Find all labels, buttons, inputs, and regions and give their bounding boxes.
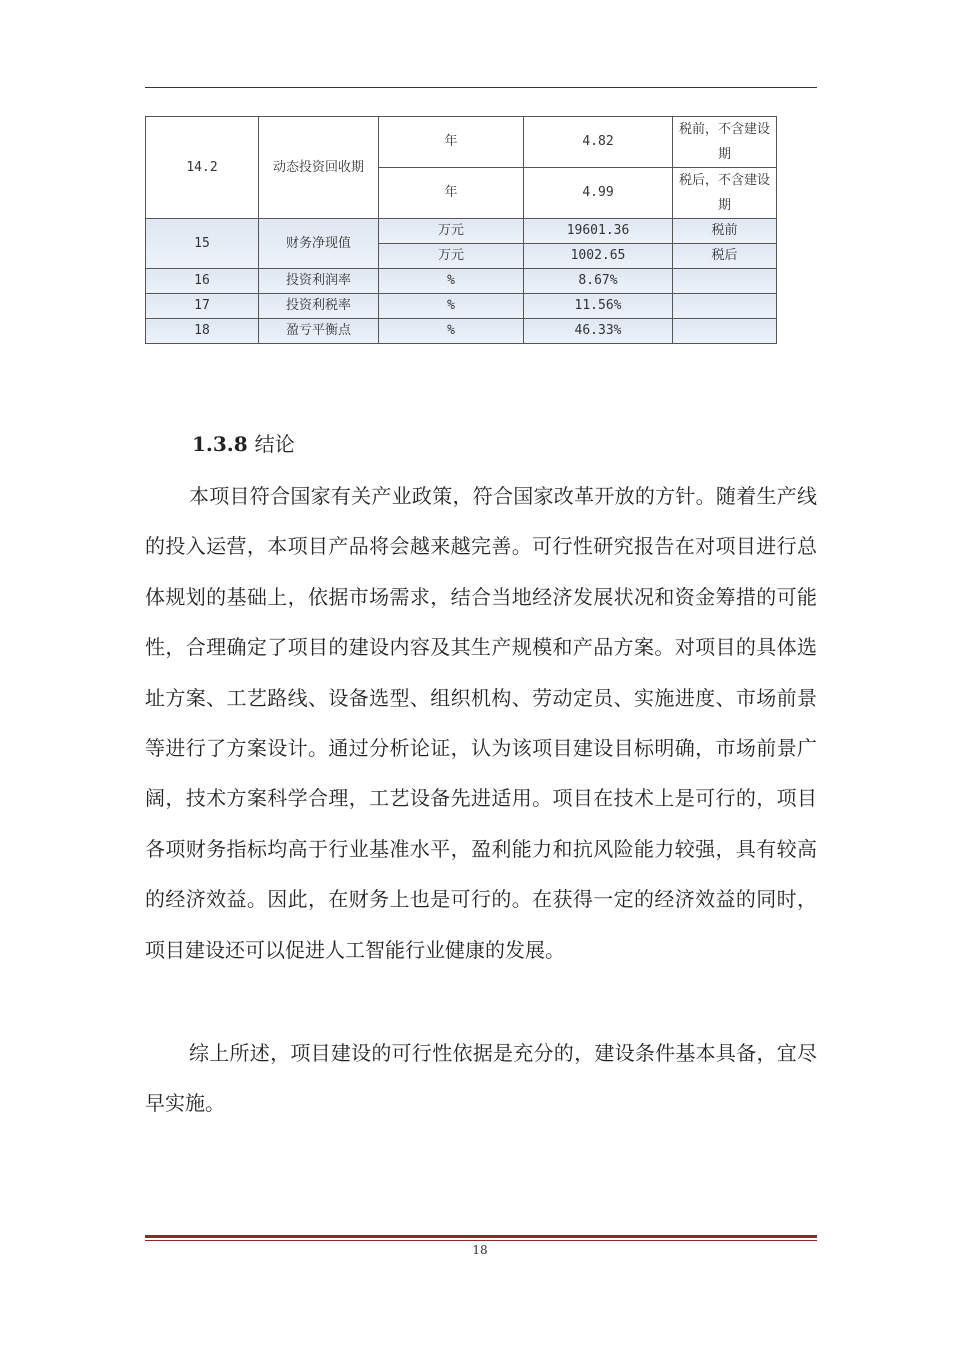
- row-number: 15: [146, 219, 259, 269]
- unit-cell: %: [379, 294, 524, 319]
- value-cell: 4.82: [524, 117, 673, 168]
- unit-cell: %: [379, 269, 524, 294]
- table-row: [146, 117, 777, 168]
- financial-indicators-table: [145, 116, 777, 344]
- section-title: 结论: [254, 432, 295, 456]
- indicator-name: 盈亏平衡点: [259, 319, 379, 344]
- row-number: 17: [146, 294, 259, 319]
- value-cell: 19601.36: [524, 219, 673, 244]
- row-number: 14.2: [146, 117, 259, 219]
- note-cell: 税后: [673, 244, 777, 269]
- conclusion-paragraph: 本项目符合国家有关产业政策，符合国家改革开放的方针。随着生产线的投入运营，本项目产品将会越来越完善。可行性研究报告在对项目进行总体规划的基础上，依据市场需求，结合当地经济发展状况和资金筹措的可能性，合理确定了项目的建设内容及其生产规模和产品方案。对项目的具体选址方案、工艺路线、设备选型、组织机构、劳动定员、实施进度、市场前景等进行了方案设计。通过分析论证，认为该项目建设目标明确，市场前景广阔，技术方案科学合理，工艺设备先进适用。项目在技术上是可行的，项目各项财务指标均高于行业基准水平，盈利能力和抗风险能力较强，具有较高的经济效益。因此，在财务上也是可行的。在获得一定的经济效益的同时，项目建设还可以促进人工智能行业健康的发展。: [145, 484, 817, 962]
- note-cell: 税前，不含建设期: [673, 117, 777, 168]
- note-cell: [673, 294, 777, 319]
- unit-cell: %: [379, 319, 524, 344]
- section-number: 1.3.8: [192, 432, 248, 456]
- note-cell: 税前: [673, 219, 777, 244]
- row-number: 16: [146, 269, 259, 294]
- unit-cell: 万元: [379, 219, 524, 244]
- row-number: 18: [146, 319, 259, 344]
- table-row: [146, 219, 777, 244]
- indicator-name: 动态投资回收期: [259, 117, 379, 219]
- note-cell: 税后，不含建设期: [673, 168, 777, 219]
- value-cell: 8.67%: [524, 269, 673, 294]
- table-row: [146, 269, 777, 294]
- header-rule: [145, 87, 817, 88]
- indicator-name: 投资利润率: [259, 269, 379, 294]
- value-cell: 4.99: [524, 168, 673, 219]
- value-cell: 1002.65: [524, 244, 673, 269]
- footer-rule-thin: [145, 1240, 817, 1241]
- summary-paragraph: 综上所述，项目建设的可行性依据是充分的，建设条件基本具备，宜尽早实施。: [145, 1041, 817, 1116]
- unit-cell: 年: [379, 117, 524, 168]
- table-row: [146, 294, 777, 319]
- indicator-name: 投资利税率: [259, 294, 379, 319]
- note-cell: [673, 319, 777, 344]
- section-heading: [192, 428, 295, 457]
- note-cell: [673, 269, 777, 294]
- page-number: 18: [472, 1243, 488, 1257]
- table-row: [146, 319, 777, 344]
- unit-cell: 万元: [379, 244, 524, 269]
- unit-cell: 年: [379, 168, 524, 219]
- value-cell: 11.56%: [524, 294, 673, 319]
- indicator-name: 财务净现值: [259, 219, 379, 269]
- footer-rule: [145, 1235, 817, 1238]
- value-cell: 46.33%: [524, 319, 673, 344]
